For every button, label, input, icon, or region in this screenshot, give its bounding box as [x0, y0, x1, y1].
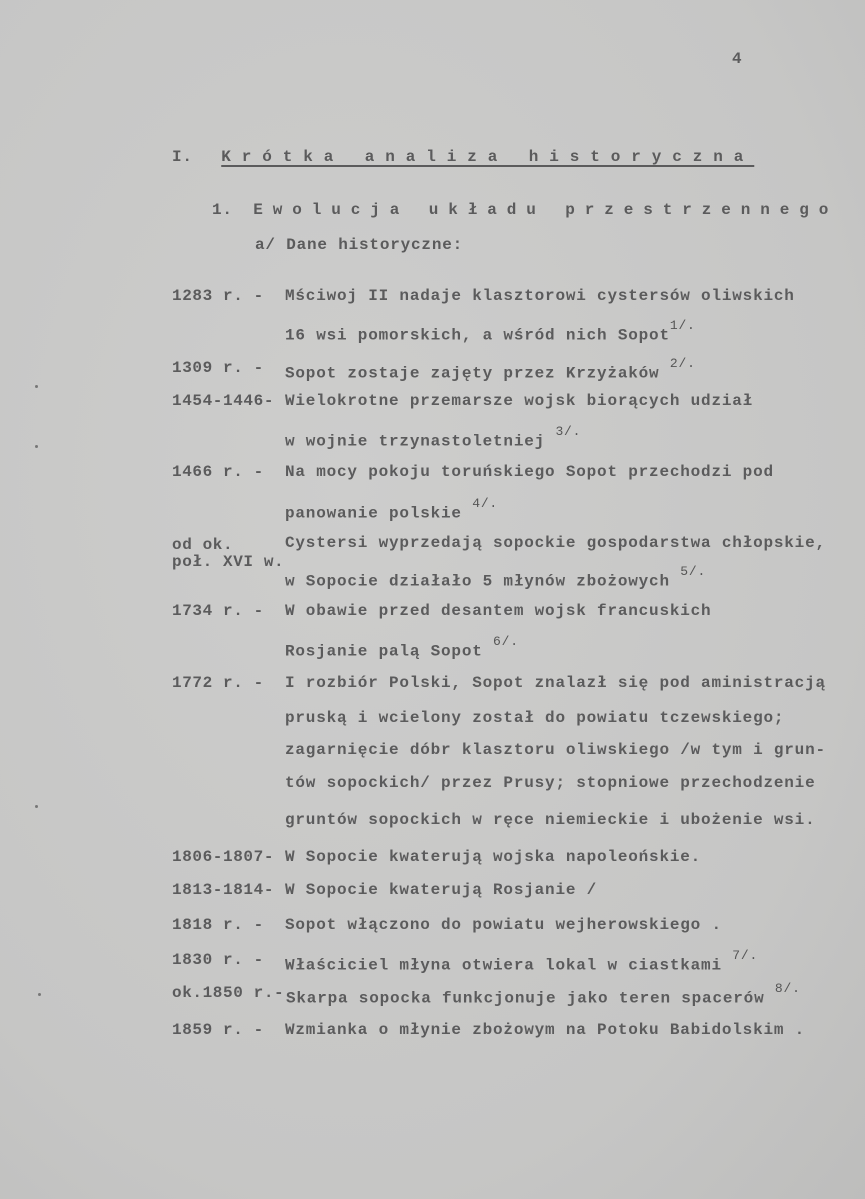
footnote-ref: 4/.	[472, 496, 499, 511]
footnote-ref: 7/.	[732, 948, 759, 963]
entry-text: zagarnięcie dóbr klasztoru oliwskiego /w tym i grun-	[285, 741, 826, 759]
entry-date: 1806-1807-	[172, 848, 275, 866]
entry-text: W obawie przed desantem wojsk francuskich	[285, 602, 712, 620]
scan-speck	[38, 993, 41, 996]
entry-text-line: Rosjanie palą Sopot	[285, 642, 483, 661]
subheading-number: 1.	[212, 201, 233, 219]
entry-text: Wielokrotne przemarsze wojsk biorących udział	[285, 392, 754, 410]
entry-text-line: 16 wsi pomorskich, a wśród nich Sopot	[285, 326, 670, 345]
entry-text	[285, 498, 498, 523]
scan-speck	[35, 445, 38, 448]
entry-text	[285, 566, 706, 591]
entry-text	[286, 983, 801, 1008]
entry-text: I rozbiór Polski, Sopot znalazł się pod aministracją	[285, 674, 826, 692]
entry-text-line: panowanie polskie	[285, 504, 462, 523]
entry-text-line: Sopot zostaje zajęty przez Krzyżaków	[285, 364, 660, 383]
subheading-title: Ewolucja układu przestrzennego	[253, 201, 839, 219]
entry-text: Na mocy pokoju toruńskiego Sopot przechodzi pod	[285, 463, 774, 481]
footnote-ref: 8/.	[774, 981, 801, 996]
heading-number: I.	[172, 148, 193, 166]
entry-date: 1454-1446-	[172, 392, 275, 410]
entry-text: tów sopockich/ przez Prusy; stopniowe przechodzenie	[285, 774, 816, 792]
entry-text-line: w Sopocie działało 5 młynów zbożowych	[285, 572, 670, 591]
entry-date: 1830 r. -	[172, 951, 264, 969]
footnote-ref: 5/.	[680, 564, 707, 579]
entry-text-line: Skarpa sopocka funkcjonuje jako teren spacerów	[286, 989, 765, 1008]
entry-date-line2: poł. XVI w.	[172, 553, 285, 571]
entry-date: od ok.	[172, 536, 234, 554]
footnote-ref: 3/.	[555, 424, 582, 439]
footnote-ref: 6/.	[493, 634, 519, 649]
entry-date: 1859 r. -	[172, 1021, 264, 1039]
entry-text	[285, 636, 519, 661]
entry-text-line: Właściciel młyna otwiera lokal w ciastkami	[285, 956, 722, 975]
entry-date: 1283 r. -	[172, 287, 264, 305]
subsection-label: a/ Dane historyczne:	[255, 236, 464, 254]
entry-text: gruntów sopockich w ręce niemieckie i ubożenie wsi.	[285, 811, 816, 829]
scan-speck	[35, 385, 38, 388]
entry-text-line: w wojnie trzynastoletniej	[285, 432, 546, 451]
entry-date: 1466 r. -	[172, 463, 264, 481]
entry-date: 1813-1814-	[172, 881, 275, 899]
entry-date: 1772 r. -	[172, 674, 264, 692]
entry-text: pruską i wcielony został do powiatu tczewskiego;	[285, 709, 785, 727]
footnote-ref: 1/.	[669, 318, 696, 333]
entry-text: Cystersi wyprzedają sopockie gospodarstwa chłopskie,	[285, 534, 826, 552]
section-heading	[172, 147, 754, 167]
entry-text: Wzmianka o młynie zbożowym na Potoku Babidolskim .	[285, 1021, 806, 1039]
entry-text: W Sopocie kwaterują wojska napoleońskie.	[285, 848, 702, 866]
entry-text: Sopot włączono do powiatu wejherowskiego .	[285, 916, 722, 934]
scan-speck	[35, 805, 38, 808]
entry-text: Mściwoj II nadaje klasztorowi cystersów oliwskich	[285, 287, 795, 305]
entry-date: 1309 r. -	[172, 359, 264, 377]
entry-date: ok.1850 r.-	[172, 984, 285, 1002]
subheading	[212, 200, 838, 220]
entry-text	[285, 358, 696, 383]
entry-date: 1818 r. -	[172, 916, 264, 934]
footnote-ref: 2/.	[669, 356, 696, 371]
page-number: 4	[732, 50, 742, 68]
entry-text: W Sopocie kwaterują Rosjanie /	[285, 881, 598, 899]
entry-text	[285, 426, 581, 451]
entry-text	[285, 950, 758, 975]
entry-date: 1734 r. -	[172, 602, 264, 620]
entry-text	[285, 320, 696, 345]
heading-title: Krótka analiza historyczna	[221, 148, 755, 166]
